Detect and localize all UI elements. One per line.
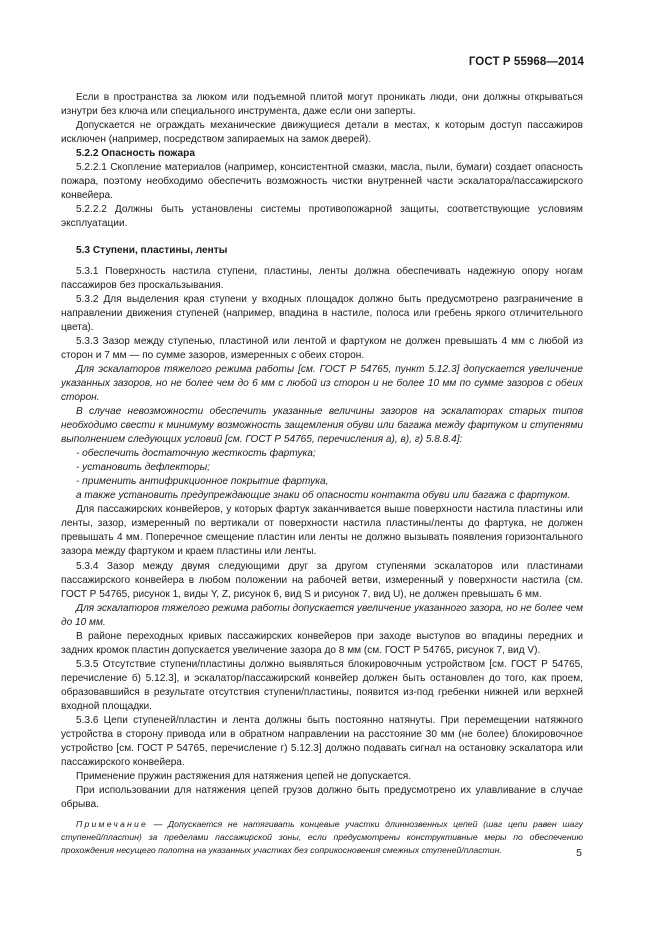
paragraph-italic: В случае невозможности обеспечить указанные величины зазоров на эскалаторах старых типов необходимо свести к минимуму возможность защемления обуви или багажа между фартуком и ступенями выполнением следующих условий [см. ГОСТ Р 54765, перечисления а), в), г) 5.8.8.4]: [61,405,583,446]
note-text: — Допускается не натягивать концевые участки длиннозвенных цепей (шаг цепи равен шагу ступеней/пластин) за пределами пассажирской зоны, если предусмотрены конструктивные меры по обеспечению прохождения несущего полотна на указанных участках без соприкосновения смежных ступеней/пластин. [61,819,583,855]
list-item: а также установить предупреждающие знаки об опасности контакта обуви или багажа с фартуком. [76,490,571,502]
paragraph: 5.3.6 Цепи ступеней/пластин и лента должны быть постоянно натянуты. При перемещении натяжного устройства в сторону привода или в обратном направлении на расстояние 30 мм (не более) блокировочное устройство [см. ГОСТ Р 54765, перечисление г) 5.12.3] должно подавать сигнал на остановку эскалатора или пассажирского конвейера. [61,715,583,769]
paragraph: 5.3.3 Зазор между ступенью, пластиной или лентой и фартуком не должен превышать 4 мм с любой из сторон и 7 мм — по сумме зазоров, измеренных с обеих сторон. [61,335,583,361]
list-item: - применить антифрикционное покрытие фартука, [76,476,329,488]
paragraph-italic: Для эскалаторов тяжелого режима работы допускается увеличение указанного зазора, но не более чем до 10 мм. [61,602,583,628]
document-code: ГОСТ Р 55968—2014 [468,56,584,68]
paragraph: 5.3.1 Поверхность настила ступени, пластины, ленты должна обеспечивать надежную опору ногам пассажиров без проскальзывания. [61,265,583,291]
list-item: - обеспечить достаточную жесткость фартука; [76,448,316,460]
paragraph: В районе переходных кривых пассажирских конвейеров при заходе выступов во впадины передних и задних кромок пластин допускается увеличение зазора до 8 мм (см. ГОСТ Р 54765, рисунок 7, вид V). [61,630,583,656]
note [61,818,583,856]
paragraph: Если в пространства за люком или подъемной плитой могут проникать люди, они должны открываться изнутри без ключа или специального инструмента, даже если они заперты. [61,92,583,118]
section-heading-5-3: 5.3 Ступени, пластины, ленты [76,245,228,257]
paragraph: При использовании для натяжения цепей грузов должно быть предусмотрено их улавливание в случае обрыва. [61,785,583,811]
paragraph: 5.3.4 Зазор между двумя следующими друг за другом ступенями эскалаторов или пластинами пассажирского конвейера в любом положении на рабочей ветви, измеренный у поверхности настила (см. ГОСТ Р 54765, рисунок 1, виды Y, Z, рисунок 6, вид S и рисунок 7, вид U), не должен превышать 6 мм. [61,560,583,600]
note-label: Примечание [76,819,149,830]
paragraph: 5.3.5 Отсутствие ступени/пластины должно выявляться блокировочным устройством [см. ГОСТ Р 54765, перечисление б) 5.12.3], и эскалатор/пассажирский конвейер должен быть остановлен до того, как проем, образовавшийся в результате отсутствия ступени/пластины, появится из-под гребенки нижней или верхней входной площадки. [61,658,583,712]
paragraph: 5.2.2.1 Скопление материалов (например, консистентной смазки, масла, пыли, бумаги) создает опасность пожара, поэтому необходимо обеспечить возможность чистки внутренней части эскалатора/пассажирского конвейера. [61,162,583,202]
paragraph: Для пассажирских конвейеров, у которых фартук заканчивается выше поверхности настила пластины или ленты, зазор, измеренный по вертикали от поверхности настила пластины/ленты до фартука, не должен превышать 4 мм. Поперечное смещение пластин или ленты не должно вызывать появления горизонтального зазора между фартуком и краем пластины или ленты. [61,504,583,558]
list-item: - установить дефлекторы; [76,462,210,474]
page-number: 5 [576,847,582,859]
section-heading-5-2-2: 5.2.2 Опасность пожара [76,148,195,160]
paragraph: Применение пружин растяжения для натяжения цепей не допускается. [76,771,412,783]
document-body [61,91,583,865]
paragraph: 5.2.2.2 Должны быть установлены системы противопожарной защиты, соответствующие условиям эксплуатации. [61,204,583,230]
paragraph: 5.3.2 Для выделения края ступени у входных площадок должно быть предусмотрено разграничение в направлении движения ступеней (например, впадина в настиле, полоса или гребень яркого отличительного цвета). [61,293,583,333]
paragraph-italic: Для эскалаторов тяжелого режима работы [см. ГОСТ Р 54765, пункт 5.12.3] допускается увеличение указанных зазоров, но не более чем до 6 мм с любой из сторон и не более 10 мм по сумме зазоров с обеих сторон. [61,363,583,403]
paragraph: Допускается не ограждать механические движущиеся детали в местах, к которым доступ пассажиров исключен (например, посредством запираемых на замок дверей). [61,120,583,146]
